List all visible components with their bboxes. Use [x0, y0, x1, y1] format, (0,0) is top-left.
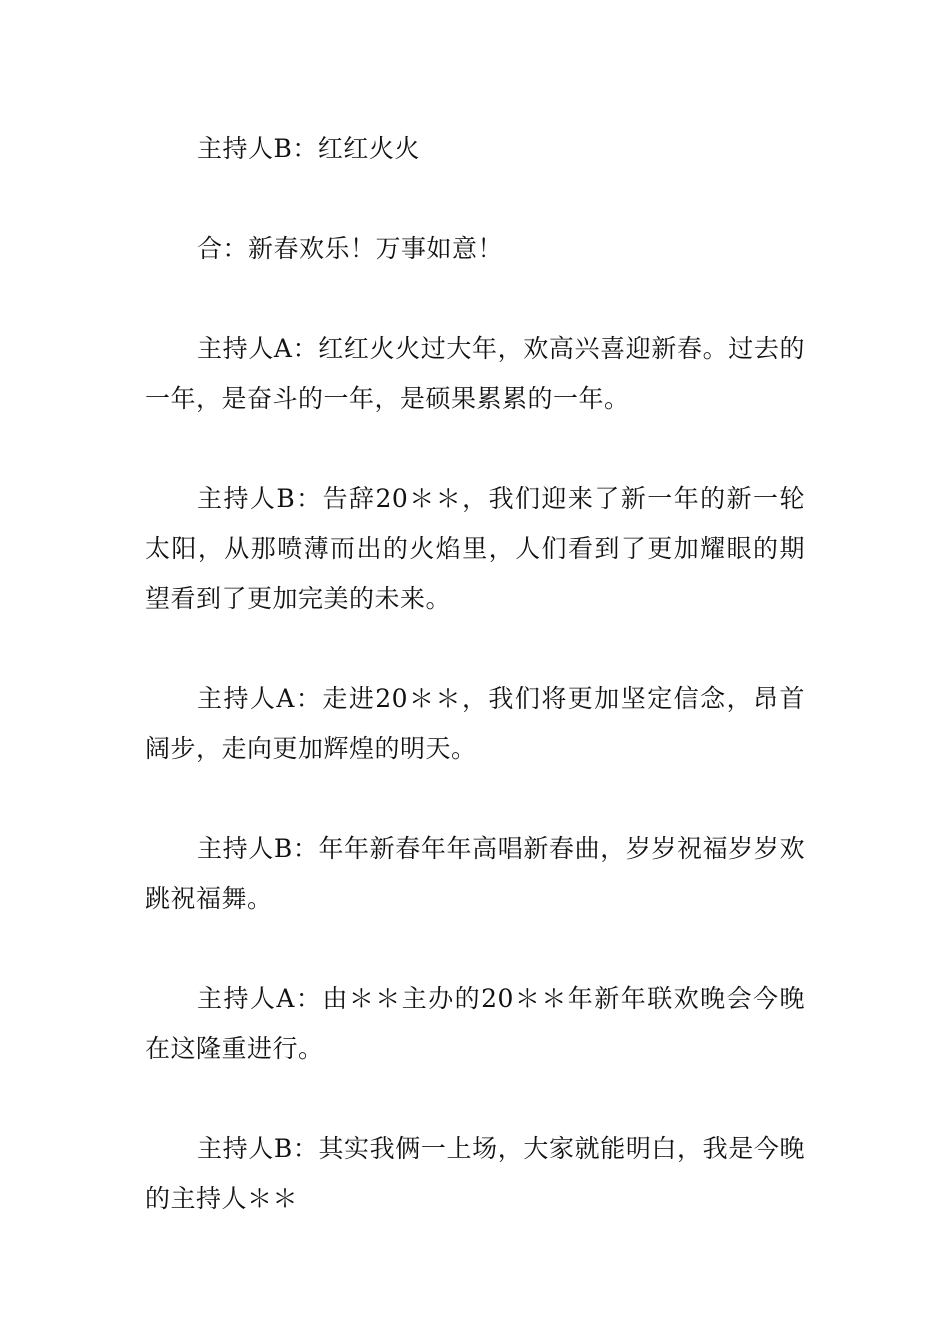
paragraph-host-a-3: 主持人A：由＊＊主办的20＊＊年新年联欢晚会今晚在这隆重进行。: [145, 984, 805, 1063]
paragraph-host-b-2: 主持人B：告辞20＊＊，我们迎来了新一年的新一轮太阳，从那喷薄而出的火焰里，人们看到了更加耀眼的期望看到了更加完美的未来。: [145, 484, 805, 613]
document-body: [145, 124, 805, 1274]
paragraph-host-a-1: 主持人A：红红火火过大年，欢高兴喜迎新春。过去的一年，是奋斗的一年，是硕果累累的一年。: [145, 334, 805, 413]
paragraph-host-b-4: 主持人B：其实我俩一上场，大家就能明白，我是今晚的主持人＊＊: [145, 1134, 805, 1213]
paragraph-together: 合：新春欢乐！万事如意！: [197, 234, 504, 263]
paragraph-host-b-3: 主持人B：年年新春年年高唱新春曲，岁岁祝福岁岁欢跳祝福舞。: [145, 834, 805, 913]
paragraph-host-a-2: 主持人A：走进20＊＊，我们将更加坚定信念，昂首阔步，走向更加辉煌的明天。: [145, 684, 805, 763]
paragraph-host-b-1: 主持人B：红红火火: [197, 134, 420, 163]
